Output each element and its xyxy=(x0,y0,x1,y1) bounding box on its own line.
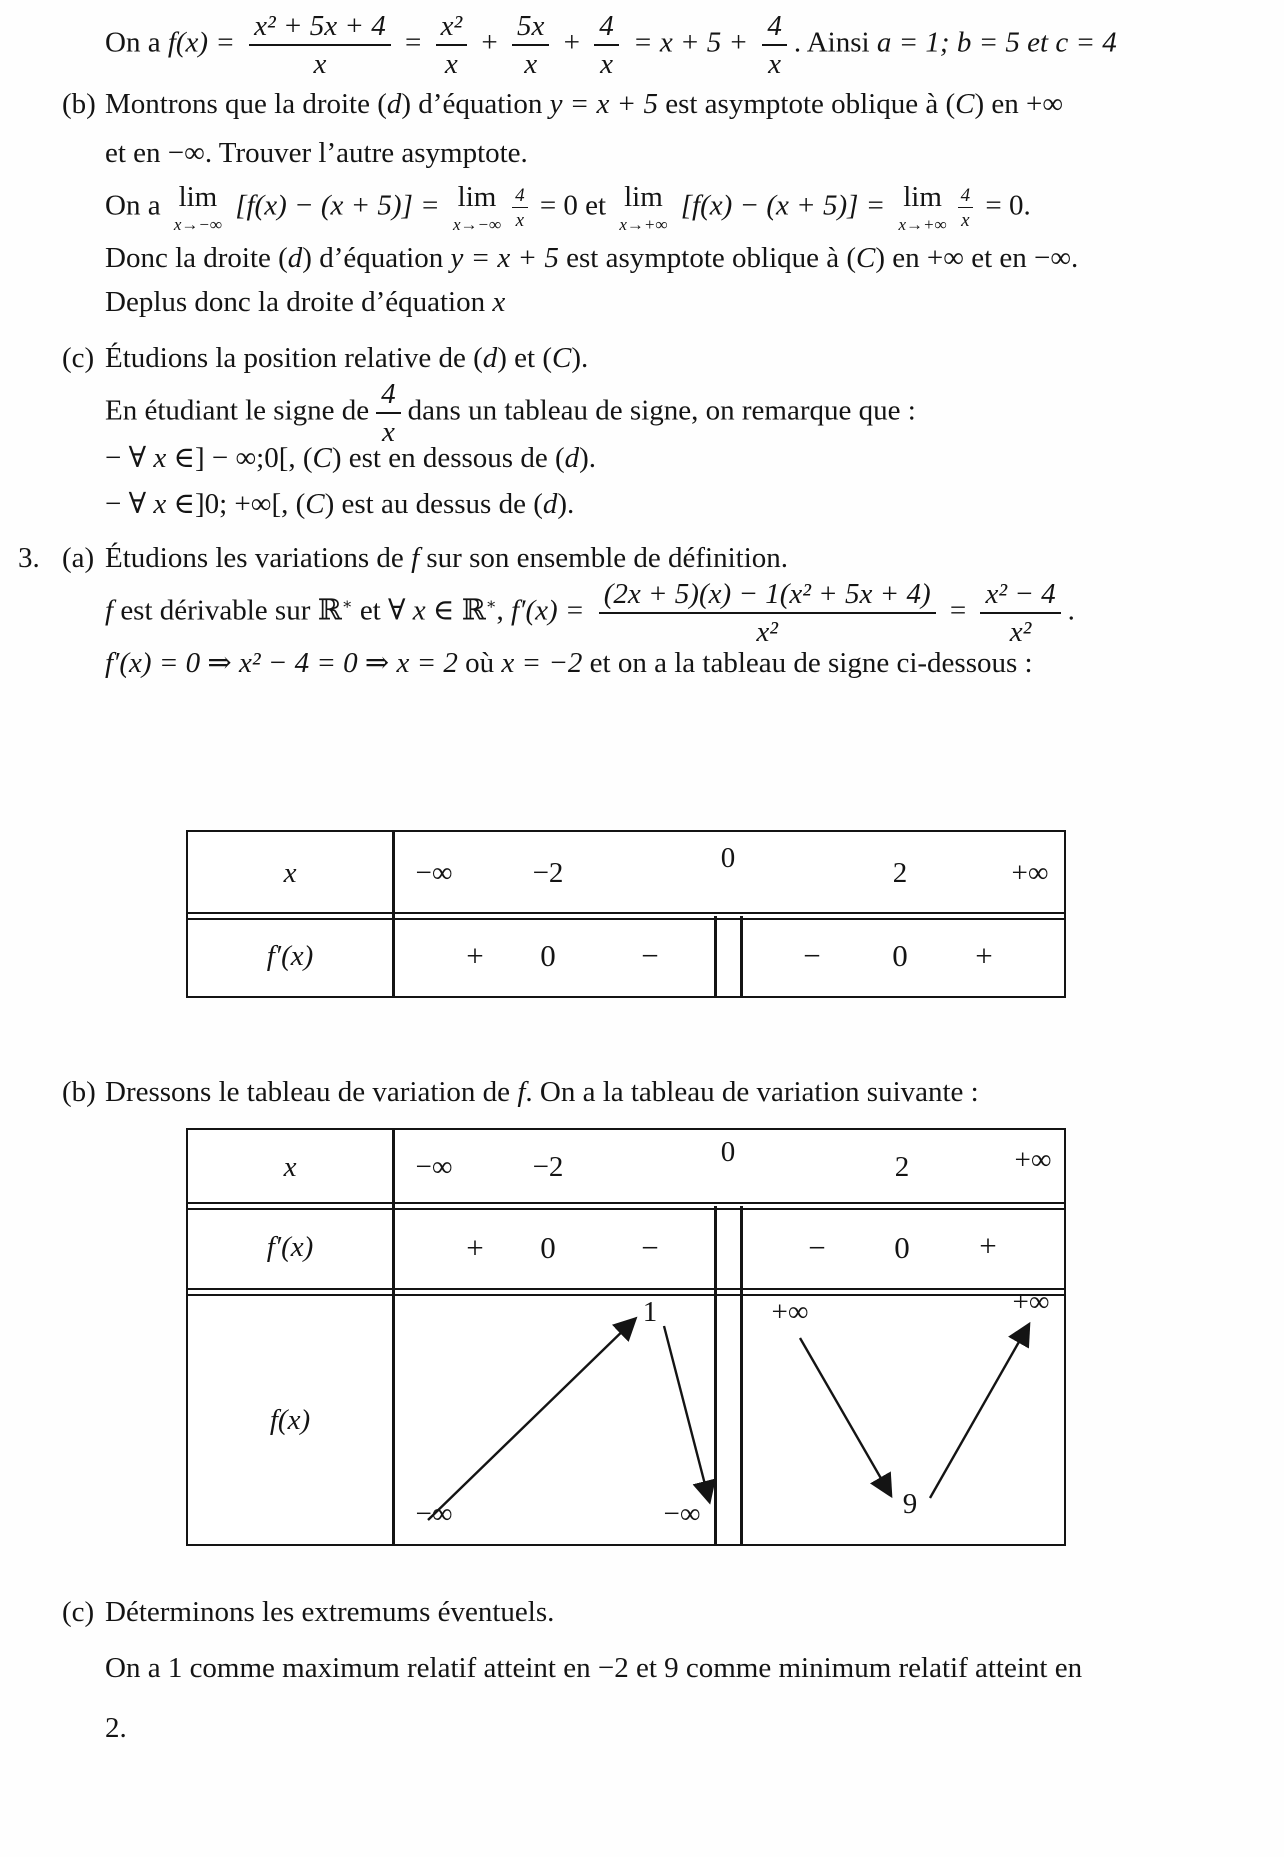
fprime-sign: − xyxy=(808,1230,826,1265)
math-run: f(x) = xyxy=(167,26,243,59)
text-run: ) est au dessus de ( xyxy=(324,488,543,520)
intro-formula-line xyxy=(105,10,1117,80)
math-run: C xyxy=(312,442,332,474)
text-run: est asymptote oblique à ( xyxy=(558,242,857,274)
fprime-sign: + xyxy=(975,938,993,973)
math-run: [f(x) − (x + 5)] = xyxy=(227,189,447,222)
text-run: ) et ( xyxy=(497,342,552,374)
fprime-sign: 0 xyxy=(540,1230,556,1265)
discontinuity-bar-left xyxy=(714,916,717,996)
math-run: f xyxy=(517,1076,526,1108)
text-run: On a xyxy=(105,26,168,59)
conclusion-line2 xyxy=(105,1710,127,1748)
text-run: ) d’équation xyxy=(302,242,451,274)
text-run: et on a la tableau de signe ci-dessous : xyxy=(582,647,1033,679)
fraction-numerator: 4 xyxy=(594,10,619,46)
fraction-numerator: 4 xyxy=(512,186,528,208)
math-run: C xyxy=(305,488,325,520)
x-row-header: x xyxy=(283,857,297,889)
fraction-numerator: x² xyxy=(436,10,468,46)
text-run: Montrons que la droite ( xyxy=(105,88,387,120)
fprime-sign: 0 xyxy=(894,1230,910,1265)
text-run: Étudions la position relative de ( xyxy=(105,342,483,374)
fprime-row-header: f′(x) xyxy=(266,940,314,972)
text-run: ). xyxy=(579,442,597,474)
f-limit-right-start: +∞ xyxy=(771,1296,809,1328)
math-run: y = x + 5 xyxy=(450,242,559,274)
x-value: −∞ xyxy=(415,1151,453,1183)
text-run: On a 1 comme maximum relatif atteint en −2 et 9 comme minimum relatif atteint en xyxy=(105,1652,1083,1684)
math-run: y = x + 5 xyxy=(549,88,658,120)
item-c-line xyxy=(62,340,588,378)
math-run: = x + 5 + xyxy=(625,26,756,59)
x-value: −2 xyxy=(532,857,564,889)
math-run: + xyxy=(474,26,506,59)
table-row-divider xyxy=(188,912,1064,920)
math-run: d xyxy=(564,442,580,474)
math-run: x xyxy=(492,286,506,318)
text-run: Deplus donc la droite d’équation xyxy=(105,286,493,318)
math-run: d xyxy=(386,88,402,120)
math-run: ℝ xyxy=(317,594,342,627)
text-run: où xyxy=(457,647,502,679)
fraction xyxy=(762,10,787,80)
math-run: d xyxy=(482,342,498,374)
lim-subscript: x→+∞ xyxy=(898,215,947,234)
text-run: et ∀ xyxy=(352,594,413,627)
math-run: x xyxy=(153,442,167,474)
item-number: 3. xyxy=(18,542,40,574)
arrow-increase-left xyxy=(428,1320,634,1520)
text-run: − ∀ xyxy=(105,442,154,474)
lim-word: lim xyxy=(178,181,218,213)
lim-word: lim xyxy=(457,181,497,213)
text-run: Donc la droite ( xyxy=(105,242,288,274)
position-item-2 xyxy=(105,486,574,524)
text-run: ) en +∞ xyxy=(974,88,1064,120)
variation-arrows xyxy=(188,1294,1068,1544)
item-label: (b) xyxy=(62,88,96,120)
math-run: d xyxy=(287,242,303,274)
math-run: = 0. xyxy=(978,189,1031,222)
item-label: (c) xyxy=(62,342,95,374)
fraction xyxy=(376,378,401,448)
x-value: −∞ xyxy=(415,857,453,889)
fprime-sign: 0 xyxy=(892,938,908,973)
lim-subscript: x→−∞ xyxy=(173,215,222,234)
fraction-numerator: 4 xyxy=(958,186,974,208)
math-run: = xyxy=(397,26,429,59)
fprime-sign: − xyxy=(641,1230,659,1265)
fprime-sign: − xyxy=(803,938,821,973)
math-run: [f(x) − (x + 5)] = xyxy=(673,189,893,222)
item-b-line2 xyxy=(105,135,528,173)
x-value: −2 xyxy=(532,1151,564,1183)
limit-operator xyxy=(453,183,501,233)
f-limit-left-start: −∞ xyxy=(415,1498,453,1530)
text-run: ∈]0; +∞[, ( xyxy=(166,488,306,520)
lim-subscript: x→+∞ xyxy=(619,215,668,234)
text-run: ). xyxy=(557,488,575,520)
item-b-line1 xyxy=(62,86,1063,124)
fraction xyxy=(512,10,549,80)
x-value: 2 xyxy=(894,1151,910,1183)
lim-word: lim xyxy=(903,181,942,213)
x-value: 0 xyxy=(720,842,736,874)
arrow-decrease-right xyxy=(800,1338,890,1494)
item-label: (a) xyxy=(62,542,95,574)
math-run: x xyxy=(153,488,167,520)
fprime-sign: − xyxy=(641,938,659,973)
text-run: 2. xyxy=(105,1712,127,1744)
text-run: En étudiant le signe de xyxy=(105,394,370,427)
text-run: − ∀ xyxy=(105,488,154,520)
conclusion-line1 xyxy=(105,1650,1082,1688)
fraction-denominator: x xyxy=(768,48,782,81)
fraction-denominator: x xyxy=(524,48,538,81)
x-value: +∞ xyxy=(1014,1144,1052,1176)
math-run: f′(x) = 0 ⇒ x² − 4 = 0 ⇒ x = 2 xyxy=(105,647,458,679)
variation-table xyxy=(186,1128,1066,1546)
text-run: est asymptote oblique à ( xyxy=(657,88,956,120)
text-run: . Ainsi xyxy=(793,26,877,59)
fraction-denominator: x xyxy=(600,48,613,81)
fraction xyxy=(980,578,1060,648)
fprime-row-header: f′(x) xyxy=(266,1231,314,1263)
item-label: (c) xyxy=(62,1596,95,1628)
fraction-numerator: (2x + 5)(x) − 1(x² + 5x + 4) xyxy=(599,578,936,614)
math-run: f′(x) = xyxy=(511,594,592,627)
item-c2-line xyxy=(62,1594,554,1632)
fprime-zero-line xyxy=(105,645,1033,683)
arrow-increase-right xyxy=(930,1326,1028,1498)
math-run: C xyxy=(856,242,876,274)
x-row-header: x xyxy=(283,1151,297,1183)
fraction xyxy=(436,10,468,80)
text-run: ). xyxy=(571,342,589,374)
donc-line xyxy=(105,240,1078,278)
math-run: = xyxy=(942,594,974,627)
x-value: 0 xyxy=(720,1136,736,1168)
star-superscript: ∗ xyxy=(485,595,497,613)
limit-operator xyxy=(619,183,667,233)
text-run: sur son ensemble de définition. xyxy=(419,542,788,574)
math-run: x = −2 xyxy=(501,647,583,679)
fraction xyxy=(594,10,619,80)
lim-subscript: x→−∞ xyxy=(452,215,502,234)
text-run: et en −∞. Trouver l’autre asymptote. xyxy=(105,137,528,169)
fraction-denominator: x² xyxy=(1009,616,1032,649)
table-row-divider xyxy=(188,1202,1064,1210)
fraction-numerator: 5x xyxy=(512,10,549,46)
fraction xyxy=(249,10,391,80)
discontinuity-bar-right xyxy=(740,916,743,996)
derivative-line xyxy=(105,578,1075,648)
fraction-numerator: 4 xyxy=(762,10,787,46)
fprime-sign: 0 xyxy=(540,938,556,973)
math-run: + xyxy=(556,26,588,59)
math-run: ℝ xyxy=(461,594,486,627)
fraction-numerator: x² + 5x + 4 xyxy=(249,10,391,46)
limits-line xyxy=(105,183,1031,233)
sign-table xyxy=(186,830,1066,998)
fraction-denominator: x xyxy=(961,209,970,231)
math-run: ∈ xyxy=(425,594,462,627)
fprime-sign: + xyxy=(466,1230,484,1265)
text-run: On a xyxy=(105,189,168,222)
signe-line xyxy=(105,378,916,448)
text-run: ) en +∞ et en −∞. xyxy=(875,242,1079,274)
fprime-sign: + xyxy=(979,1228,997,1263)
text-run: . xyxy=(1067,594,1075,627)
limit-operator xyxy=(898,183,946,233)
text-run: Étudions les variations de xyxy=(105,542,412,574)
star-superscript: ∗ xyxy=(341,595,353,613)
item-b2-line xyxy=(62,1074,979,1112)
item-3a-line xyxy=(18,540,788,578)
fraction xyxy=(599,578,936,648)
text-run: ) d’équation xyxy=(401,88,550,120)
f-limit-left-end: −∞ xyxy=(663,1498,701,1530)
f-max-value: 1 xyxy=(642,1296,658,1328)
fraction-denominator: x xyxy=(313,48,327,81)
f-min-value: 9 xyxy=(902,1488,918,1520)
fraction-denominator: x xyxy=(515,209,525,231)
x-value: 2 xyxy=(892,857,908,889)
f-limit-right-end: +∞ xyxy=(1012,1286,1050,1318)
fraction-denominator: x xyxy=(381,416,395,449)
fraction-numerator: x² − 4 xyxy=(980,578,1060,614)
math-run: f xyxy=(105,594,114,627)
text-run: . On a la tableau de variation suivante : xyxy=(525,1076,979,1108)
f-row-header: f(x) xyxy=(269,1404,311,1436)
text-run: Dressons le tableau de variation de xyxy=(105,1076,518,1108)
fprime-sign: + xyxy=(466,938,484,973)
lim-word: lim xyxy=(624,181,663,213)
item-label: (b) xyxy=(62,1076,96,1108)
deplus-line xyxy=(105,284,505,322)
text-run: est dérivable sur xyxy=(113,594,318,627)
fraction xyxy=(958,186,974,231)
text-run: ∈] − ∞;0[, ( xyxy=(166,442,313,474)
math-run: f xyxy=(411,542,420,574)
math-run: x xyxy=(412,594,426,627)
text-run: ) est en dessous de ( xyxy=(331,442,565,474)
text-run: dans un tableau de signe, on remarque que : xyxy=(407,394,916,427)
math-run: C xyxy=(955,88,975,120)
math-run: a = 1; b = 5 et c = 4 xyxy=(876,26,1117,59)
math-run: C xyxy=(551,342,572,374)
arrow-decrease-left xyxy=(664,1326,709,1500)
fraction-denominator: x² xyxy=(756,616,778,649)
limit-operator xyxy=(174,183,222,233)
math-run: d xyxy=(542,488,558,520)
fraction xyxy=(512,186,528,231)
text-run: , xyxy=(496,594,512,627)
text-run: Déterminons les extremums éventuels. xyxy=(105,1596,555,1628)
fraction-numerator: 4 xyxy=(376,378,401,414)
position-item-1 xyxy=(105,440,596,478)
x-value: +∞ xyxy=(1011,857,1049,889)
math-run: = 0 et xyxy=(532,189,614,222)
fraction-denominator: x xyxy=(444,48,458,81)
